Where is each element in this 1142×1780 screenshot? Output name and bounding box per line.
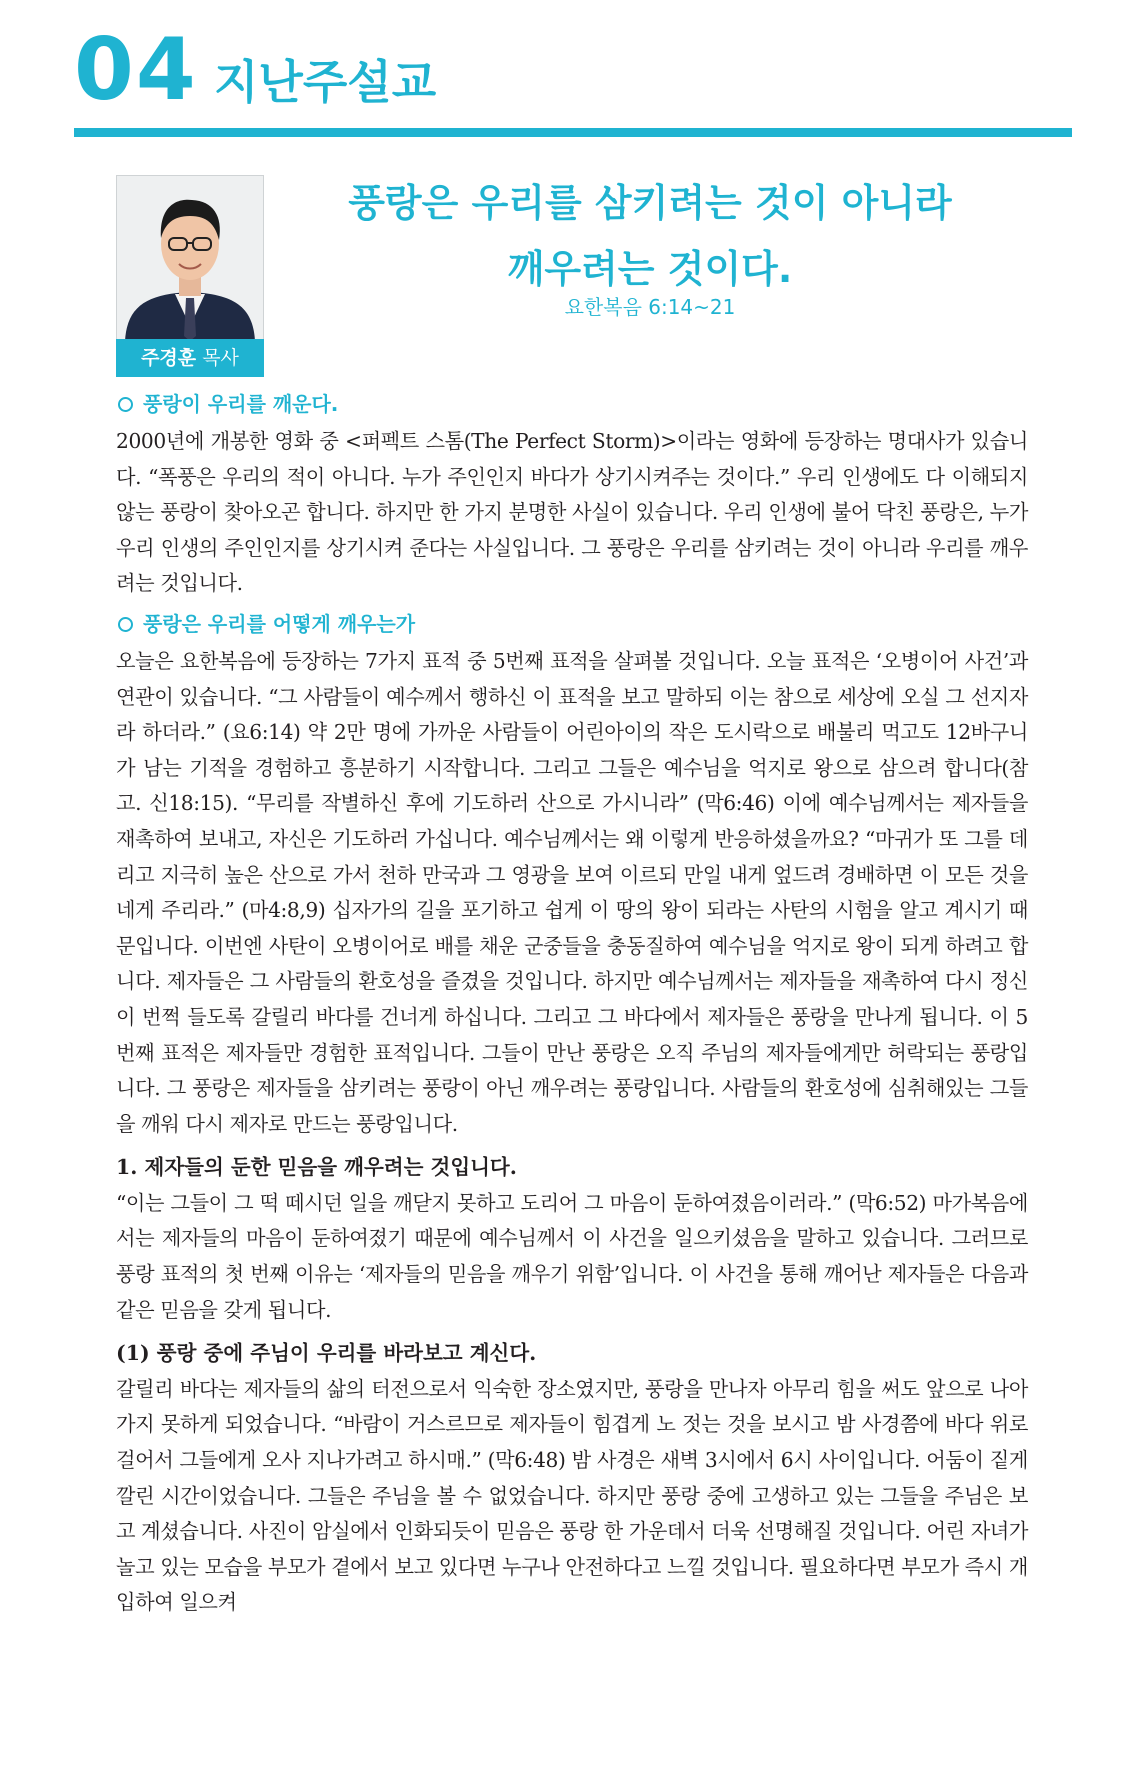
sermon-title-line2: 깨우려는 것이다. <box>507 247 793 291</box>
circle-bullet-icon <box>118 397 133 412</box>
paragraph: “이는 그들이 그 떡 떼시던 일을 깨닫지 못하고 도리어 그 마음이 둔하여졌음이러라.” (막6:52) 마가복음에서는 제자들의 마음이 둔하여졌기 때문에 예수님께서 이 사건을 일으키셨음을 말하고 있습니다. 그러므로 풍랑 표적의 첫 번째 이유는 ‘제자들의 믿음을 깨우기 위함’입니다. 이 사건을 통해 깨어난 제자들은 다음과 같은 믿음을 갖게 됩니다. <box>116 1190 1028 1322</box>
header-divider <box>74 128 1072 137</box>
subsection-heading-text: 풍랑이 우리를 깨운다. <box>143 392 339 416</box>
point-heading: 1. 제자들의 둔한 믿음을 깨우려는 것입니다. <box>116 1155 517 1180</box>
sermon-title <box>290 170 1010 302</box>
paragraph: 갈릴리 바다는 제자들의 삶의 터전으로서 익숙한 장소였지만, 풍랑을 만나자 아무리 힘을 써도 앞으로 나아가지 못하게 되었습니다. “바람이 거스르므로 제자들이 힘겹게 노 젓는 것을 보시고 밤 사경쯤에 바다 위로 걸어서 그들에게 오사 지나가려고 하시매.” (막6:48) 밤 사경은 새벽 3시에서 6시 사이입니다. 어둠이 짙게 깔린 시간이었습니다. 그들은 주님을 볼 수 없었습니다. 하지만 풍랑 중에 고생하고 있는 그들을 주님은 보고 계셨습니다. 사진이 암실에서 인화되듯이 믿음은 풍랑 한 가운데서 더욱 선명해질 것입니다. 어린 자녀가 놀고 있는 모습을 부모가 곁에서 보고 있다면 누구나 안전하다고 느낄 것입니다. 필요하다면 부모가 즉시 개입하여 일으켜 <box>116 1376 1028 1615</box>
section-title: 지난주설교 <box>214 55 437 109</box>
subsection-heading <box>116 390 1028 418</box>
sermon-body <box>116 390 1028 1629</box>
pastor-name-label <box>116 339 264 377</box>
subsection-heading-text: 풍랑은 우리를 어떻게 깨우는가 <box>143 611 416 636</box>
section-number: 04 <box>74 20 198 120</box>
pastor-name: 주경훈 <box>141 347 197 369</box>
paragraph: 2000년에 개봉한 영화 중 <퍼펙트 스톰(The Perfect Storm)>이라는 영화에 등장하는 명대사가 있습니다. “폭풍은 우리의 적이 아니다. 누가 주인인지 바다가 상기시켜주는 것이다.” 우리 인생에도 다 이해되지 않는 풍랑이 찾아오곤 합니다. 하지만 한 가지 분명한 사실이 있습니다. 우리 인생에 불어 닥친 풍랑은, 누가 우리 인생의 주인인지를 상기시켜 준다는 사실입니다. 그 풍랑은 우리를 삼키려는 것이 아니라 우리를 깨우려는 것입니다. <box>116 429 1028 596</box>
paragraph: 오늘은 요한복음에 등장하는 7가지 표적 중 5번째 표적을 살펴볼 것입니다. 오늘 표적은 ‘오병이어 사건’과 연관이 있습니다. “그 사람들이 예수께서 행하신 이 표적을 보고 말하되 이는 참으로 세상에 오실 그 선지자라 하더라.” (요6:14) 약 2만 명에 가까운 사람들이 어린아이의 작은 도시락으로 배불리 먹고도 12바구니가 남는 기적을 경험하고 흥분하기 시작합니다. 그리고 그들은 예수님을 억지로 왕으로 삼으려 합니다(참고. 신18:15). “무리를 작별하신 후에 기도하러 산으로 가시니라” (막6:46) 이에 예수님께서는 제자들을 재촉하여 보내고, 자신은 기도하러 가십니다. 예수님께서는 왜 이렇게 반응하셨을까요? “마귀가 또 그를 데리고 지극히 높은 산으로 가서 천하 만국과 그 영광을 보여 이르되 만일 내게 엎드려 경배하면 이 모든 것을 네게 주리라.” (마4:8,9) 십자가의 길을 포기하고 쉽게 이 땅의 왕이 되라는 사탄의 시험을 알고 계시기 때문입니다. 이번엔 사탄이 오병이어로 배를 채운 군중들을 충동질하여 예수님을 억지로 왕이 되게 하려고 합니다. 제자들은 그 사람들의 환호성을 즐겼을 것입니다. 하지만 예수님께서는 제자들을 재촉하여 다시 정신이 번쩍 들도록 갈릴리 바다를 건너게 하십니다. 그리고 그 바다에서 제자들은 풍랑을 만나게 됩니다. 이 5번째 표적은 제자들만 경험한 표적입니다. 그들이 만난 풍랑은 오직 주님의 제자들에게만 허락되는 풍랑입니다. 그 풍랑은 제자들을 삼키려는 풍랑이 아닌 깨우려는 풍랑입니다. 사람들의 환호성에 심취해있는 그들을 깨워 다시 제자로 만드는 풍랑입니다. <box>116 648 1028 1136</box>
circle-bullet-icon <box>118 617 133 632</box>
pastor-photo <box>116 175 264 342</box>
subsection-heading <box>116 610 1028 638</box>
subpoint-heading: (1) 풍랑 중에 주님이 우리를 바라보고 계신다. <box>116 1341 537 1366</box>
scripture-reference: 요한복음 6:14~21 <box>564 295 736 319</box>
pastor-title: 목사 <box>202 347 239 369</box>
sermon-title-line1: 풍랑은 우리를 삼키려는 것이 아니라 <box>348 181 952 225</box>
